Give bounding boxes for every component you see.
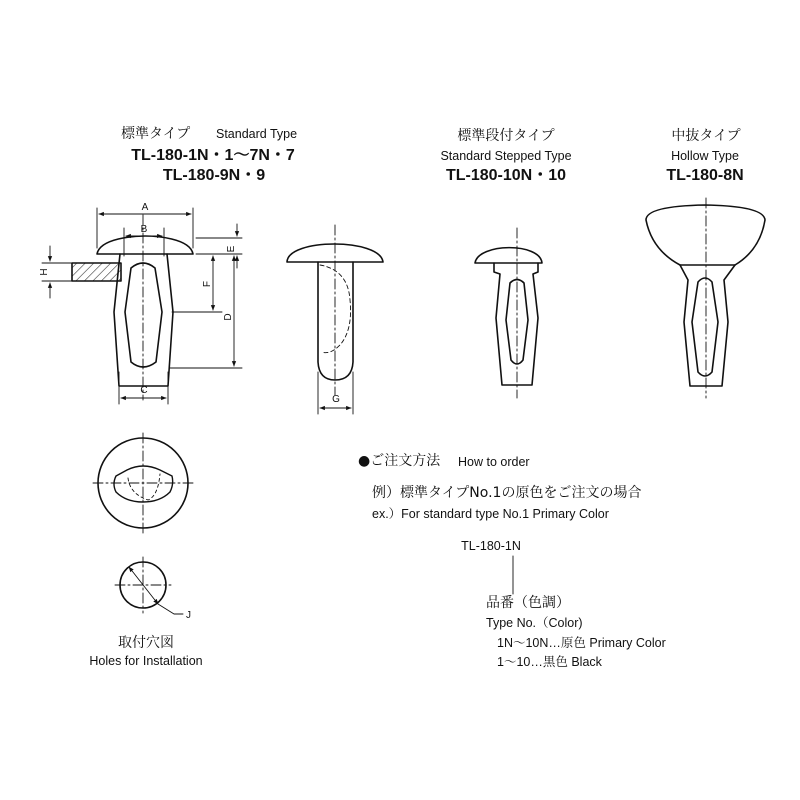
order-example-jp: 例）標準タイプNo.1の原色をご注文の場合 — [372, 485, 642, 501]
dimension-label-c: C — [140, 385, 148, 396]
top-view-drawing — [93, 433, 193, 533]
hollow-title-jp: 中抜タイプ — [671, 128, 741, 144]
dimension-label-e: E — [226, 245, 237, 253]
standard-side-view-drawing — [287, 225, 383, 414]
dimension-label-g: G — [332, 394, 340, 405]
standard-title-jp: 標準タイプ — [121, 126, 191, 142]
holes-label-en: Holes for Installation — [89, 654, 203, 668]
dimension-label-b: B — [140, 224, 148, 235]
stepped-model: TL-180-10N・10 — [445, 167, 567, 184]
standard-rivet-slot — [125, 263, 162, 367]
hollow-rivet-drawing — [646, 198, 765, 398]
standard-title-en: Standard Type — [216, 127, 298, 141]
order-heading-jp: ●ご注文方法 — [358, 453, 441, 469]
standard-model-line1: TL-180-1N・1～7N・7 — [131, 147, 295, 164]
hollow-rivet-slot — [692, 278, 718, 376]
hollow-title-en: Hollow Type — [671, 149, 739, 163]
stepped-title-en: Standard Stepped Type — [440, 149, 572, 163]
stepped-rivet-head — [475, 248, 542, 263]
stepped-title-jp: 標準段付タイプ — [457, 128, 555, 144]
standard-rivet-head — [97, 236, 193, 254]
order-example-en: ex.）For standard type No.1 Primary Color — [372, 507, 609, 521]
panel-section — [72, 263, 121, 281]
hollow-rivet-head — [646, 205, 765, 265]
installation-hole-drawing — [115, 557, 183, 614]
order-part-en: Type No.（Color) — [486, 616, 583, 630]
side-view-body — [318, 262, 353, 380]
dimension-label-a: A — [141, 202, 149, 213]
order-color-black: 1～10…黒色 Black — [497, 655, 602, 669]
standard-rivet-drawing — [72, 215, 193, 400]
dimension-label-h: H — [39, 268, 50, 276]
dimension-label-j: J — [186, 610, 191, 621]
hollow-rivet-body — [680, 265, 735, 386]
holes-label-jp: 取付穴図 — [118, 635, 174, 651]
order-color-primary: 1N～10N…原色 Primary Color — [497, 636, 666, 650]
hollow-model: TL-180-8N — [666, 167, 744, 184]
stepped-rivet-drawing — [475, 228, 542, 398]
standard-model-line2: TL-180-9N・9 — [162, 167, 266, 184]
order-part-jp: 品番（色調） — [486, 595, 570, 611]
order-code: TL-180-1N — [461, 539, 521, 553]
order-heading-en: How to order — [458, 455, 530, 469]
stepped-rivet-body — [494, 263, 538, 385]
dimension-label-d: D — [223, 313, 234, 321]
dimension-label-f: F — [202, 280, 213, 288]
